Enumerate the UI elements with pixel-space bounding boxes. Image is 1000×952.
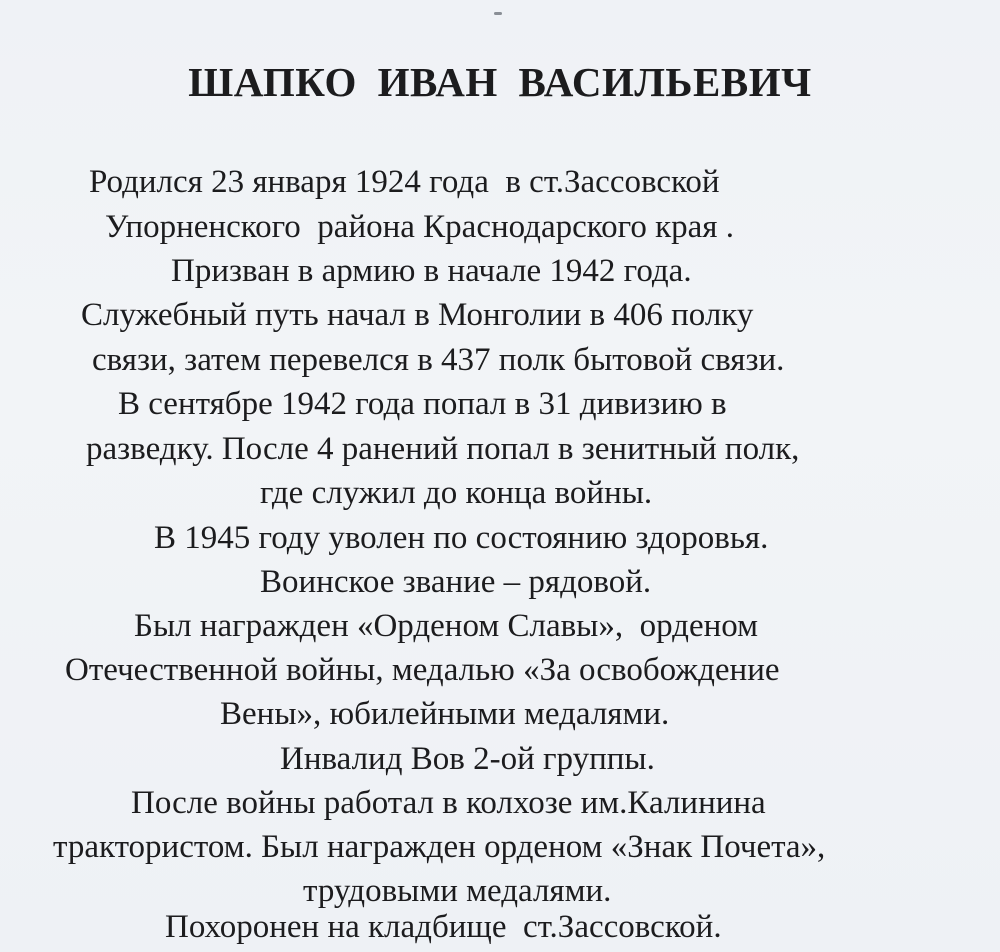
text-line: Упорненского района Краснодарского края . <box>105 209 734 245</box>
text-line: Отечественной войны, медалью «За освобождение <box>65 652 780 688</box>
text-line: трактористом. Был награжден орденом «Знак Почета», <box>53 829 826 865</box>
page-title: ШАПКО ИВАН ВАСИЛЬЕВИЧ <box>188 59 812 105</box>
text-line: Похоронен на кладбище ст.Зассовской. <box>165 909 722 945</box>
text-line: Служебный путь начал в Монголии в 406 полку <box>81 297 754 333</box>
dust-speck <box>494 12 502 15</box>
text-line: Призван в армию в начале 1942 года. <box>171 253 692 289</box>
text-line: разведку. После 4 ранений попал в зенитный полк, <box>86 431 800 467</box>
text-line: В сентябре 1942 года попал в 31 дивизию в <box>118 386 727 422</box>
text-line: где служил до конца войны. <box>260 475 653 511</box>
text-line: трудовыми медалями. <box>303 873 612 909</box>
text-line: Инвалид Вов 2-ой группы. <box>280 741 655 777</box>
text-line: Вены», юбилейными медалями. <box>220 696 670 732</box>
text-line: После войны работал в колхозе им.Калинина <box>131 785 766 821</box>
text-line: В 1945 году уволен по состоянию здоровья. <box>154 520 769 556</box>
text-line: Воинское звание – рядовой. <box>260 564 652 600</box>
text-line: Был награжден «Орденом Славы», орденом <box>134 608 759 644</box>
text-line: Родился 23 января 1924 года в ст.Зассовской <box>89 164 720 200</box>
text-line: связи, затем перевелся в 437 полк бытовой связи. <box>92 342 785 378</box>
